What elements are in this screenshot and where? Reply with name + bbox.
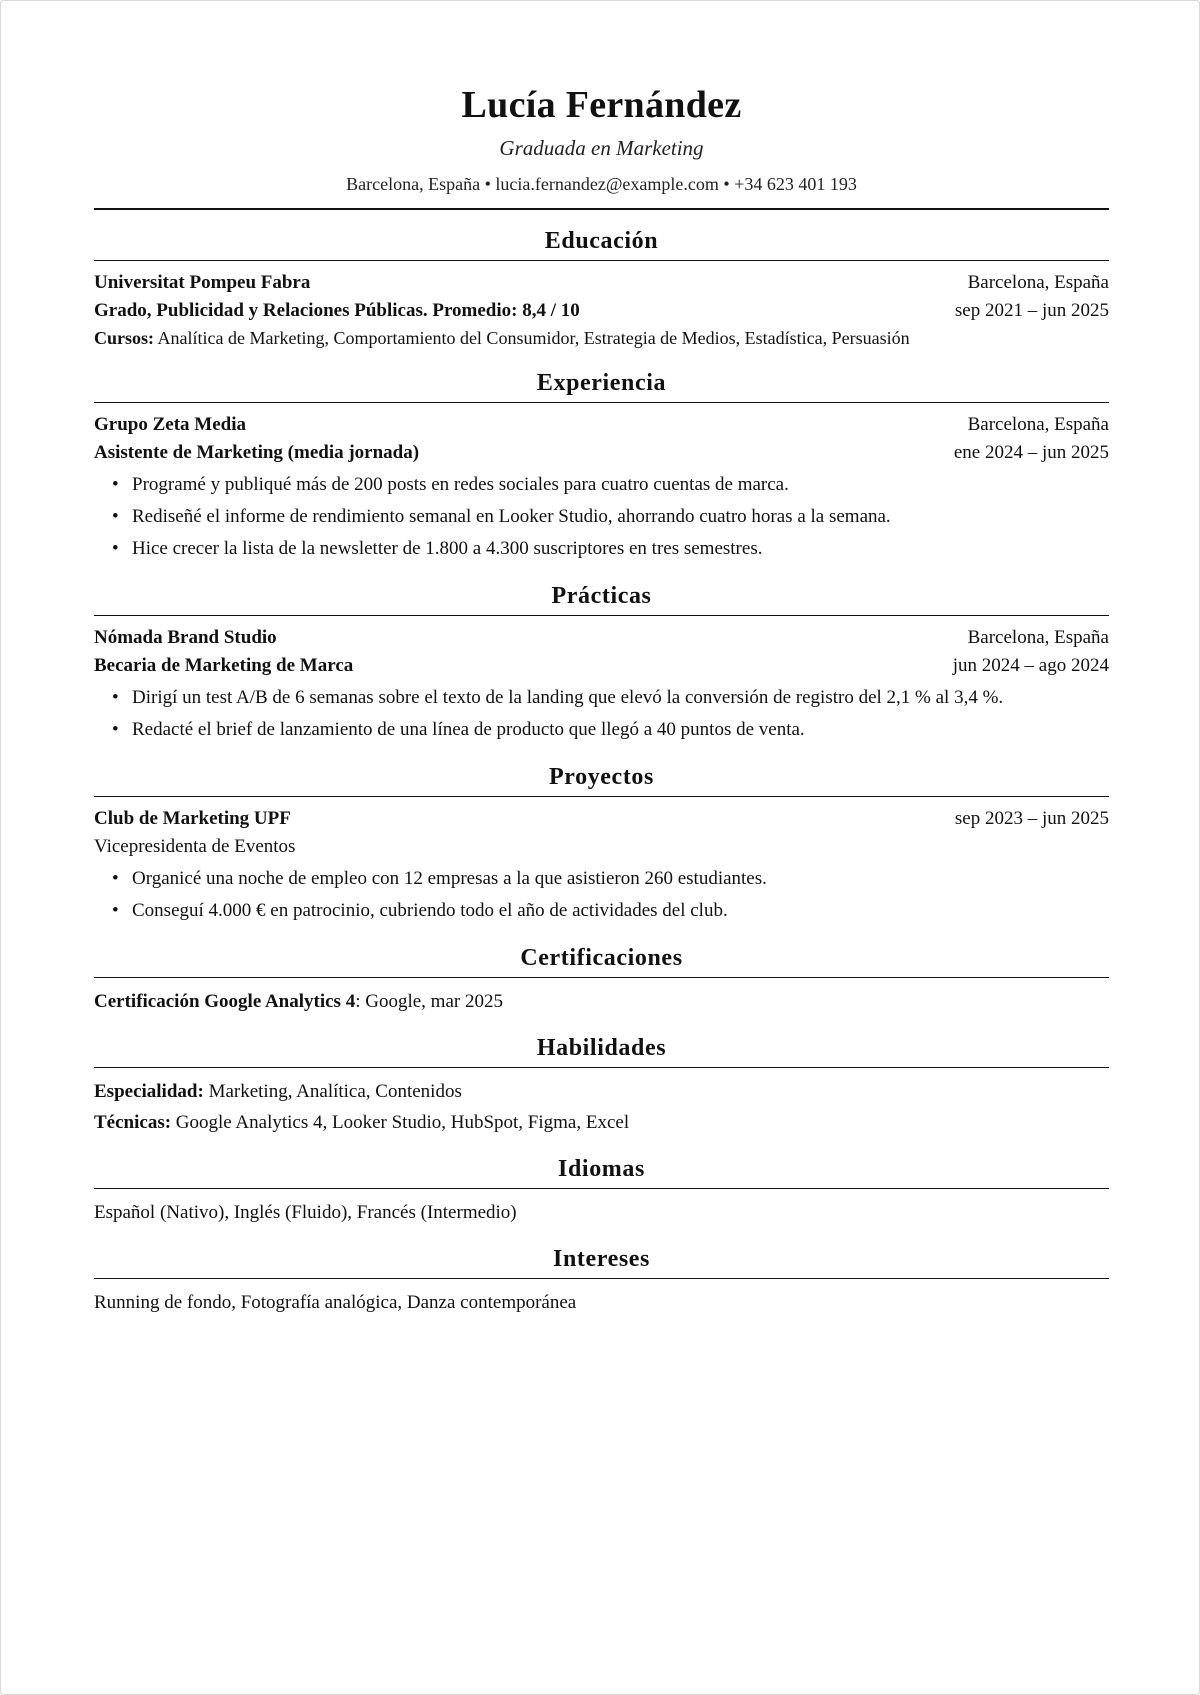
list-item: • Hice crecer la lista de la newsletter de 1.800 a 4.300 suscriptores en tres semestres. [132,533,1109,565]
interests-title: Intereses [553,1246,650,1272]
company-name: Grupo Zeta Media [94,414,246,435]
internship-bullets [94,682,1109,746]
education-dates: sep 2021 – jun 2025 [954,300,1109,321]
header-divider [94,208,1109,210]
certification-line [94,986,1109,1017]
school-name: Universitat Pompeu Fabra [94,272,311,293]
company-location: Barcelona, España [967,627,1109,648]
technical-label: Técnicas: [94,1112,172,1133]
certification-detail: : Google, mar 2025 [355,991,503,1012]
section-divider [94,1067,1109,1068]
list-item: • Programé y publiqué más de 200 posts en redes sociales para cuatro cuentas de marca. [132,469,1109,501]
experience-row-company [94,411,1109,439]
projects-section [94,760,1109,927]
internship-row-role [94,652,1109,680]
section-divider [94,260,1109,261]
section-divider [94,796,1109,797]
specialty-label: Especialidad: [94,1081,204,1102]
certifications-section [94,941,1109,1017]
skills-title: Habilidades [536,1035,667,1061]
certification-name: Certificación Google Analytics 4 [94,991,356,1012]
specialty-line [94,1076,1109,1107]
section-divider [94,1188,1109,1189]
degree: Grado, Publicidad y Relaciones Públicas. Promedio: 8,4 / 10 [94,300,580,321]
section-divider [94,615,1109,616]
courses-line [94,325,1109,352]
interests-section [94,1242,1109,1318]
project-bullets [94,863,1109,927]
list-item: • Organicé una noche de empleo con 12 empresas a la que asistieron 260 estudiantes. [132,863,1109,895]
experience-row-role [94,439,1109,467]
education-row-school [94,269,1109,297]
job-dates: ene 2024 – jun 2025 [953,442,1109,463]
section-divider [94,977,1109,978]
specialty-value: Marketing, Analítica, Contenidos [203,1081,462,1102]
list-item: • Conseguí 4.000 € en patrocinio, cubriendo todo el año de actividades del club. [132,895,1109,927]
internships-section [94,579,1109,746]
company-location: Barcelona, España [967,414,1109,435]
resume-content [94,79,1109,1318]
job-dates: jun 2024 – ago 2024 [952,655,1109,676]
list-item: • Dirigí un test A/B de 6 semanas sobre el texto de la landing que elevó la conversión de registro del 2,1 % al 3,4 %. [132,682,1109,714]
list-item: • Redacté el brief de lanzamiento de una línea de producto que llegó a 40 puntos de venta. [132,714,1109,746]
experience-title: Experiencia [536,370,667,396]
skills-section [94,1031,1109,1138]
education-title: Educación [544,228,659,254]
certifications-title: Certificaciones [520,945,683,971]
candidate-name: Lucía Fernández [461,84,742,126]
languages-text: Español (Nativo), Inglés (Fluido), Francés (Intermedio) [94,1202,517,1223]
languages-title: Idiomas [558,1156,645,1182]
candidate-tagline: Graduada en Marketing [499,136,704,160]
internships-title: Prácticas [551,583,652,609]
experience-bullets [94,469,1109,565]
interests-text: Running de fondo, Fotografía analógica, Danza contemporánea [94,1292,577,1313]
job-role: Asistente de Marketing (media jornada) [94,442,420,463]
languages-section [94,1152,1109,1228]
job-role: Becaria de Marketing de Marca [94,655,354,676]
projects-title: Proyectos [549,764,654,790]
section-divider [94,402,1109,403]
education-section [94,224,1109,352]
experience-section [94,366,1109,565]
list-item: • Rediseñé el informe de rendimiento semanal en Looker Studio, ahorrando cuatro horas a la semana. [132,501,1109,533]
project-row-role [94,833,1109,861]
courses-list: Analítica de Marketing, Comportamiento del Consumidor, Estrategia de Medios, Estadística, Persuasión [154,328,910,348]
project-dates: sep 2023 – jun 2025 [954,808,1109,829]
project-name: Club de Marketing UPF [94,808,291,829]
technical-value: Google Analytics 4, Looker Studio, HubSpot, Figma, Excel [171,1112,630,1133]
section-divider [94,1278,1109,1279]
school-location: Barcelona, España [967,272,1109,293]
contact-line: Barcelona, España • lucia.fernandez@example.com • +34 623 401 193 [346,174,857,194]
internship-row-company [94,624,1109,652]
project-row-name [94,805,1109,833]
education-row-degree [94,297,1109,325]
courses-label: Cursos: [94,328,155,348]
company-name: Nómada Brand Studio [94,627,277,648]
technical-line [94,1107,1109,1138]
project-role: Vicepresidenta de Eventos [94,836,296,857]
